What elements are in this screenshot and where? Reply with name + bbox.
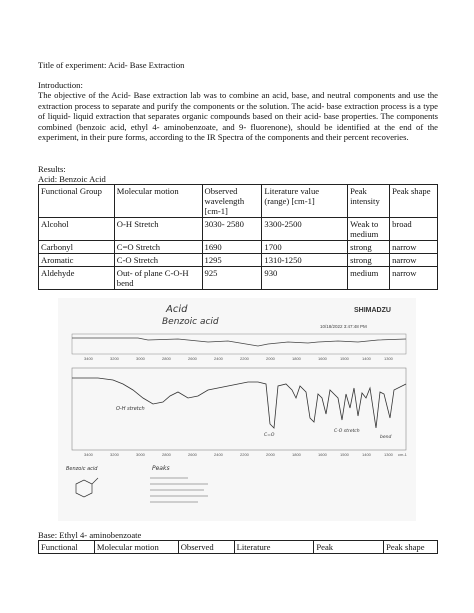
header-observed: Observed [178, 541, 234, 554]
table-cell: strong [348, 241, 390, 254]
table-row [39, 254, 438, 267]
ir-spectrum-drawing [58, 298, 416, 521]
timestamp: 10/18/2022 3:47:48 PM [320, 324, 367, 329]
table-cell: 1690 [202, 241, 262, 254]
annotation-carbonyl: C=O [264, 433, 275, 438]
header-peak-shape: Peak shape [384, 541, 438, 554]
ir-spectrum-scan [58, 298, 416, 521]
table-cell: Weak to medium [348, 218, 390, 241]
svg-text:1400: 1400 [362, 356, 371, 361]
table-cell: 3300-2500 [262, 218, 348, 241]
table-cell: Aldehyde [39, 267, 115, 290]
header-functional-group: Functional Group [39, 185, 115, 218]
annotation-oh-stretch: O-H stretch [116, 406, 145, 412]
svg-text:1500: 1500 [340, 356, 349, 361]
table-cell: Aromatic [39, 254, 115, 267]
table-cell: broad [390, 218, 438, 241]
svg-text:2000: 2000 [266, 356, 275, 361]
table-cell: narrow [390, 267, 438, 290]
table-cell: O-H Stretch [114, 218, 202, 241]
table-cell: Alcohol [39, 218, 115, 241]
table-cell: Out- of plane C-O-H bend [114, 267, 202, 290]
results-subheading: Acid: Benzoic Acid [38, 174, 106, 184]
svg-text:1400: 1400 [362, 452, 371, 457]
handwritten-title: Acid [166, 304, 188, 315]
annotation-bend: bend [380, 435, 392, 440]
header-peak-shape: Peak shape [390, 185, 438, 218]
svg-text:1800: 1800 [292, 356, 301, 361]
table-cell: 1295 [202, 254, 262, 267]
table-header-row [39, 185, 438, 218]
header-peak-intensity: Peak intensity [348, 185, 390, 218]
svg-text:3000: 3000 [136, 356, 145, 361]
svg-text:2800: 2800 [162, 452, 171, 457]
header-literature-value: Literature value (range) [cm-1] [262, 185, 348, 218]
table-cell: 930 [262, 267, 348, 290]
svg-text:2600: 2600 [188, 452, 197, 457]
header-peak: Peak [314, 541, 384, 554]
base-table [38, 540, 438, 554]
introduction-heading: Introduction: [38, 80, 83, 90]
svg-text:1300: 1300 [384, 356, 393, 361]
header-molecular-motion: Molecular motion [114, 185, 202, 218]
svg-text:3000: 3000 [136, 452, 145, 457]
table-cell: 925 [202, 267, 262, 290]
table-cell: narrow [390, 241, 438, 254]
table-cell: C-O Stretch [114, 254, 202, 267]
table-cell: strong [348, 254, 390, 267]
svg-text:3400: 3400 [84, 356, 93, 361]
table-header-row [39, 541, 438, 554]
table-cell: C=O Stretch [114, 241, 202, 254]
svg-text:3200: 3200 [110, 452, 119, 457]
header-observed-wavelength: Observed wavelength [cm-1] [202, 185, 262, 218]
table-cell: Carbonyl [39, 241, 115, 254]
table-cell: medium [348, 267, 390, 290]
svg-text:1800: 1800 [292, 452, 301, 457]
benzoic-acid-table [38, 184, 438, 290]
experiment-title: Title of experiment: Acid- Base Extraction [38, 60, 185, 70]
peaks-heading: Peaks [152, 465, 170, 472]
svg-text:2400: 2400 [214, 356, 223, 361]
svg-text:2600: 2600 [188, 356, 197, 361]
table-row [39, 218, 438, 241]
introduction-paragraph: The objective of the Acid- Base extraction lab was to combine an acid, base, and neutral components and use the extraction process to separate and purify the components or the solution. The acid- base extraction process is a type of liquid- liquid extraction that separates organic compounds based on their acid- base properties. The components combined (benzoic acid, ethyl 4- aminobenzoate, and 9- fluorenone), should be identified at the end of the experiment, in their pure forms, according to the IR Spectra of the components and their percent recoveries. [38, 90, 438, 143]
header-literature: Literature [234, 541, 314, 554]
svg-text:2400: 2400 [214, 452, 223, 457]
svg-text:2200: 2200 [240, 356, 249, 361]
svg-text:1600: 1600 [318, 356, 327, 361]
svg-text:1500: 1500 [340, 452, 349, 457]
svg-text:1300: 1300 [384, 452, 393, 457]
svg-text:2000: 2000 [266, 452, 275, 457]
svg-text:3200: 3200 [110, 356, 119, 361]
svg-text:2200: 2200 [240, 452, 249, 457]
scan-background [58, 298, 416, 521]
header-molecular-motion: Molecular motion [94, 541, 178, 554]
structure-label: Benzoic acid [66, 466, 98, 472]
svg-text:cm-1: cm-1 [398, 452, 407, 457]
svg-text:2800: 2800 [162, 356, 171, 361]
table-cell: 3030- 2580 [202, 218, 262, 241]
table-cell: 1310-1250 [262, 254, 348, 267]
annotation-co-stretch: C-O stretch [334, 429, 360, 434]
base-heading: Base: Ethyl 4- aminobenzoate [38, 530, 142, 540]
results-heading: Results: [38, 164, 66, 174]
table-cell: 1700 [262, 241, 348, 254]
brand-logo: SHIMADZU [354, 307, 391, 314]
table-cell: narrow [390, 254, 438, 267]
table-row [39, 241, 438, 254]
header-functional: Functional [39, 541, 95, 554]
table-row [39, 267, 438, 290]
svg-text:1600: 1600 [318, 452, 327, 457]
svg-text:3400: 3400 [84, 452, 93, 457]
handwritten-subtitle: Benzoic acid [162, 317, 219, 327]
